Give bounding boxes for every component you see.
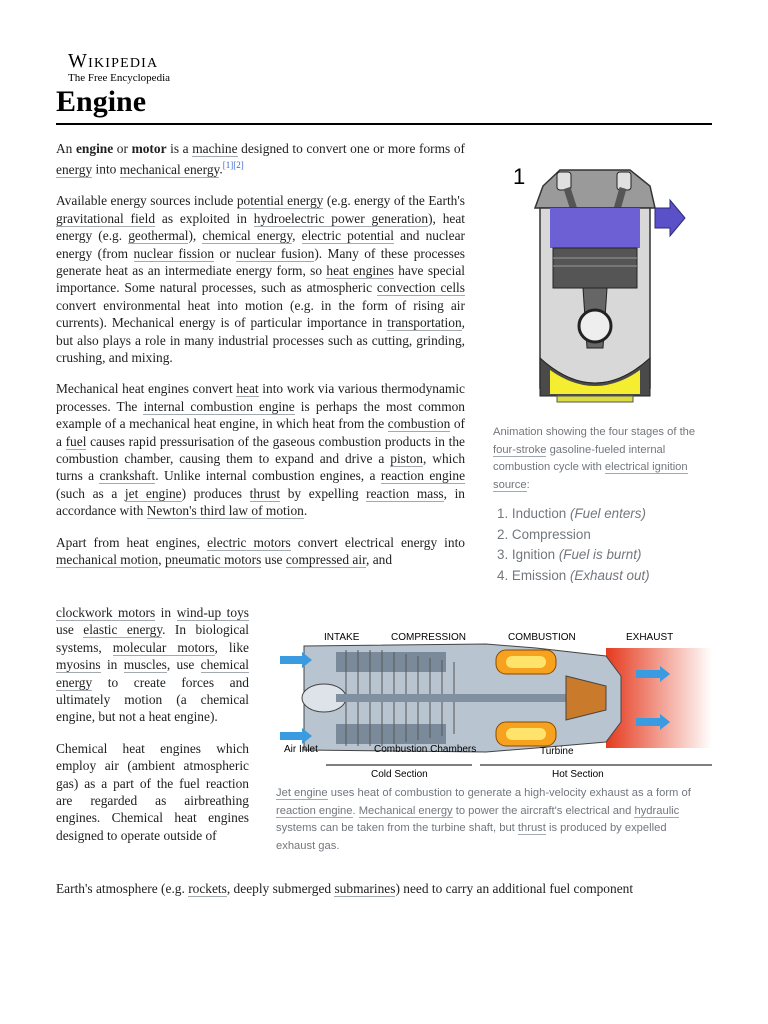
article-body-narrow [56, 604, 249, 844]
link-heat-engines[interactable]: heat engines [326, 262, 394, 278]
link-elastic-energy[interactable]: elastic energy [83, 622, 163, 638]
link-submarines[interactable]: submarines [334, 881, 396, 896]
link-chemical-energy-2[interactable]: chemical energy [56, 657, 249, 690]
link-crankshaft[interactable]: crankshaft [99, 468, 156, 484]
exhaust-plume [606, 648, 712, 748]
paragraph-3: Mechanical heat engines convert heat into work via various thermodynamic processes. The internal combustion engine is perhaps the most common example of a mechanical heat engine, in which heat from the combustion of a fuel causes rapid pressurisation of the gaseous combustion products in the combustion chamber, causing them to expand and drive a piston, which turns a crankshaft. Unlike internal combustion engines, a reaction engine (such as a jet engine) produces thrust by expelling reaction mass, in accordance with Newton's third law of motion. [56, 381, 466, 519]
paragraph-2: Available energy sources include potential energy (e.g. energy of the Earth's gravitational field as exploited in hydroelectric power generation), heat energy (e.g. geothermal), chemical energy, electric potential and nuclear energy (from nuclear fission or nuclear fusion). Many of these processes generate heat as an intermediate energy form, so heat engines have special importance. Some natural processes, such as atmospheric convection cells convert environmental heat into motion (e.g. in the form of rising air currents). Mechanical energy is of particular importance in transportation, but also plays a role in many industrial processes such as cutting, grinding, crushing, and mixing. [56, 193, 466, 365]
link-electrical-ignition-source[interactable]: electrical ignition source [493, 461, 688, 491]
link-mechanical-energy[interactable]: mechanical energy [119, 161, 220, 177]
link-internal-combustion-engine[interactable]: internal combustion engine [143, 398, 295, 414]
link-geothermal[interactable]: geothermal [128, 228, 189, 244]
link-pneumatic-motors[interactable]: pneumatic motors [164, 552, 262, 567]
page-title: Engine [56, 85, 147, 118]
link-fuel[interactable]: fuel [65, 433, 87, 449]
link-jet-engine[interactable]: jet engine [124, 485, 182, 501]
logo-tagline: The Free Encyclopedia [68, 72, 171, 84]
link-newtons-third-law[interactable]: Newton's third law of motion [146, 503, 304, 519]
stage-number: 1 [513, 164, 526, 189]
link-mechanical-motion[interactable]: mechanical motion [56, 552, 159, 567]
link-electric-potential[interactable]: electric potential [301, 228, 395, 244]
link-rockets[interactable]: rockets [188, 881, 227, 896]
four-stroke-engine-illustration [505, 158, 705, 414]
link-reaction-engine[interactable]: reaction engine [380, 468, 466, 484]
link-gravitational-field[interactable]: gravitational field [56, 210, 156, 226]
link-hydraulic[interactable]: hydraulic [634, 804, 680, 817]
title-divider [56, 123, 712, 125]
link-machine[interactable]: machine [192, 141, 238, 156]
jet-engine-diagram [276, 626, 712, 782]
link-electric-motors[interactable]: electric motors [207, 534, 291, 550]
link-reaction-mass[interactable]: reaction mass [366, 485, 444, 501]
link-wind-up-toys[interactable]: wind-up toys [176, 605, 249, 620]
label-hot-section: Hot Section [552, 769, 604, 780]
link-mechanical-energy-caption[interactable]: Mechanical energy [358, 804, 453, 817]
term-engine: engine [75, 141, 114, 156]
reference-link[interactable]: [1][2] [222, 160, 244, 171]
paragraph-1: An engine or motor is a machine designed to convert one or more forms of energy into mechanical energy.[1][2] [56, 141, 465, 177]
link-reaction-engine-caption[interactable]: reaction engine [276, 804, 353, 817]
logo-wordmark: Wikipedia [68, 50, 159, 72]
link-nuclear-fission[interactable]: nuclear fission [133, 245, 215, 261]
link-four-stroke[interactable]: four-stroke [493, 443, 547, 456]
term-motor: motor [131, 141, 167, 156]
link-hydroelectric-power[interactable]: hydroelectric power generation [253, 210, 429, 226]
link-potential-energy[interactable]: potential energy [236, 193, 324, 209]
figure-four-stroke[interactable] [505, 158, 705, 414]
label-combustion-chambers: Combustion Chambers [374, 744, 477, 755]
article-body-main [56, 140, 465, 568]
link-piston[interactable]: piston [390, 450, 424, 466]
four-stroke-stages-list [497, 504, 650, 586]
paragraph-5: Chemical heat engines which employ air (ambient atmospheric gas) as a part of the fuel reaction are regarded as airbreathing engines. Chemical heat engines designed to operate outside of [56, 740, 249, 843]
list-item: 1. Induction (Fuel enters) [497, 506, 646, 521]
paragraph-4a: Apart from heat engines, electric motors convert electrical energy into mechanical motion, pneumatic motors use compressed air, and [56, 534, 465, 567]
label-compression: COMPRESSION [391, 632, 467, 643]
label-turbine: Turbine [540, 746, 574, 757]
link-compressed-air[interactable]: compressed air [285, 552, 366, 567]
link-myosins[interactable]: myosins [56, 657, 101, 673]
list-item: 4. Emission (Exhaust out) [497, 567, 650, 583]
link-muscles[interactable]: muscles [123, 657, 167, 673]
shaft [336, 694, 566, 702]
link-thrust-caption[interactable]: thrust [517, 822, 546, 834]
paragraph-4b: clockwork motors in wind-up toys use elastic energy. In biological systems, molecular motors, like myosins in muscles, use chemical energy to create forces and ultimately motion (a chemical engine, but not a heat engine). [56, 605, 250, 725]
article-body-bottom: Earth's atmosphere (e.g. rockets, deeply submerged submarines) need to carry an additional fuel component [56, 881, 634, 896]
link-convection-cells[interactable]: convection cells [376, 280, 465, 296]
label-combustion: COMBUSTION [508, 632, 576, 643]
label-cold-section: Cold Section [371, 769, 428, 780]
link-chemical-energy[interactable]: chemical energy [202, 228, 293, 244]
list-item: 2. Compression [497, 526, 591, 542]
figure-jet-engine-caption: Jet engine uses heat of combustion to generate a high-velocity exhaust as a form of reaction engine. Mechanical energy to power the aircraft's electrical and hydraulic systems can be taken from the turbine shaft, but thrust is produced by expelled exhaust gas. [276, 787, 691, 852]
figure-four-stroke-caption: Animation showing the four stages of the four-stroke gasoline-fueled internal combustion cycle with electrical ignition source: [493, 426, 696, 491]
link-clockwork-motors[interactable]: clockwork motors [56, 605, 156, 620]
figure-jet-engine[interactable] [276, 626, 712, 782]
label-intake: INTAKE [324, 632, 360, 643]
link-combustion[interactable]: combustion [387, 416, 451, 432]
link-heat[interactable]: heat [236, 381, 259, 397]
list-item: 3. Ignition (Fuel is burnt) [497, 547, 642, 562]
label-exhaust: EXHAUST [626, 632, 674, 643]
link-transportation[interactable]: transportation [387, 315, 462, 331]
label-air-inlet: Air Inlet [284, 744, 318, 755]
link-thrust[interactable]: thrust [249, 485, 281, 501]
link-nuclear-fusion[interactable]: nuclear fusion [236, 245, 315, 261]
link-jet-engine-caption[interactable]: Jet engine [276, 787, 328, 799]
link-molecular-motors[interactable]: molecular motors [112, 639, 215, 655]
wikipedia-logo[interactable] [68, 50, 198, 85]
link-energy[interactable]: energy [56, 161, 93, 177]
